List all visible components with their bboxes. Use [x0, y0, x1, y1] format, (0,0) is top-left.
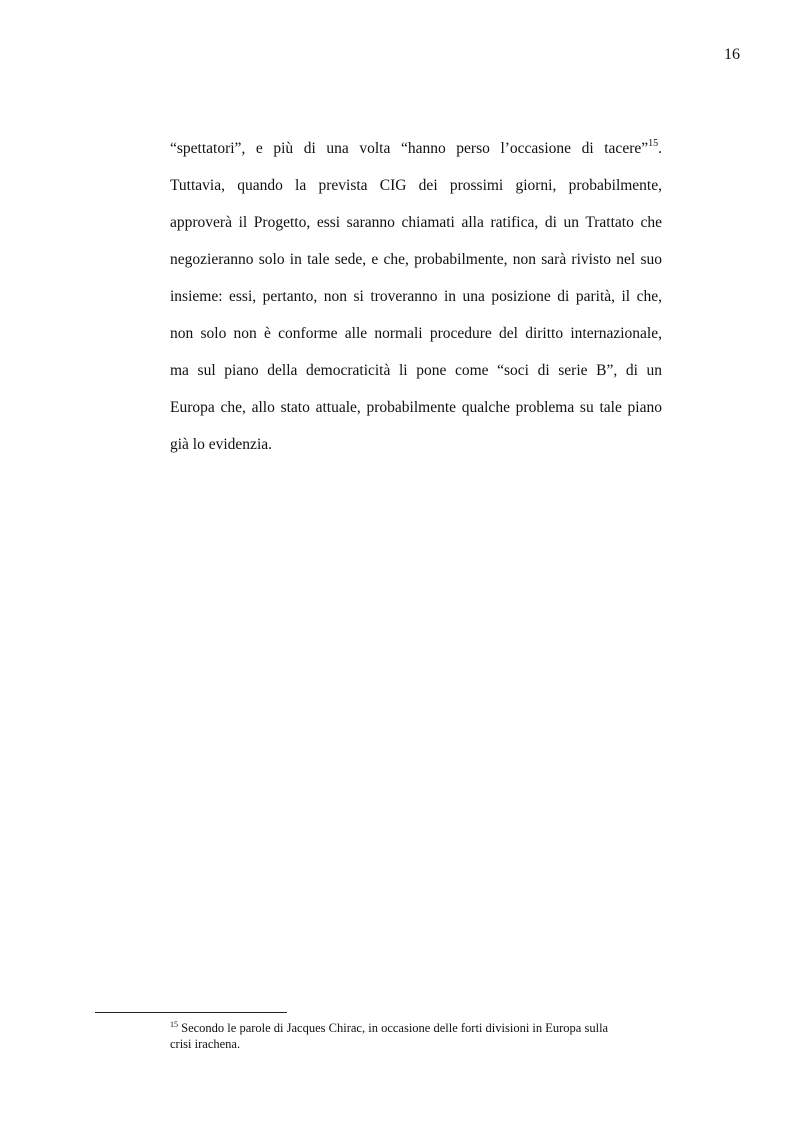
body-line: Tuttavia, quando la prevista CIG dei prossimi giorni, probabilmente,	[170, 177, 662, 194]
page-number: 16	[724, 46, 740, 63]
body-line-text: “spettatori”, e più di una volta “hanno perso l’occasione di tacere”	[170, 140, 649, 157]
body-line: negozieranno solo in tale sede, e che, probabilmente, non sarà rivisto nel suo	[170, 251, 662, 268]
body-line: ma sul piano della democraticità li pone come “soci di serie B”, di un	[170, 362, 662, 379]
footnote-reference[interactable]: 15	[648, 138, 659, 149]
footnote-marker: 15	[170, 1020, 178, 1029]
body-line: approverà il Progetto, essi saranno chiamati alla ratifica, di un Trattato che	[170, 214, 662, 231]
body-line: già lo evidenzia.	[170, 436, 272, 453]
body-line: insieme: essi, pertanto, non si troveranno in una posizione di parità, il che,	[170, 288, 662, 305]
footnote-line	[170, 1020, 650, 1036]
body-line: non solo non è conforme alle normali procedure del diritto internazionale,	[170, 325, 662, 342]
footnote-separator	[95, 1012, 287, 1013]
body-line	[170, 140, 662, 158]
footnote-text: Secondo le parole di Jacques Chirac, in occasione delle forti divisioni in Europa sulla	[181, 1021, 609, 1035]
footnote	[170, 1020, 650, 1052]
body-line: Europa che, allo stato attuale, probabilmente qualche problema su tale piano	[170, 399, 662, 416]
line-end-punctuation: .	[658, 140, 662, 157]
footnote-line: crisi irachena.	[170, 1037, 241, 1051]
